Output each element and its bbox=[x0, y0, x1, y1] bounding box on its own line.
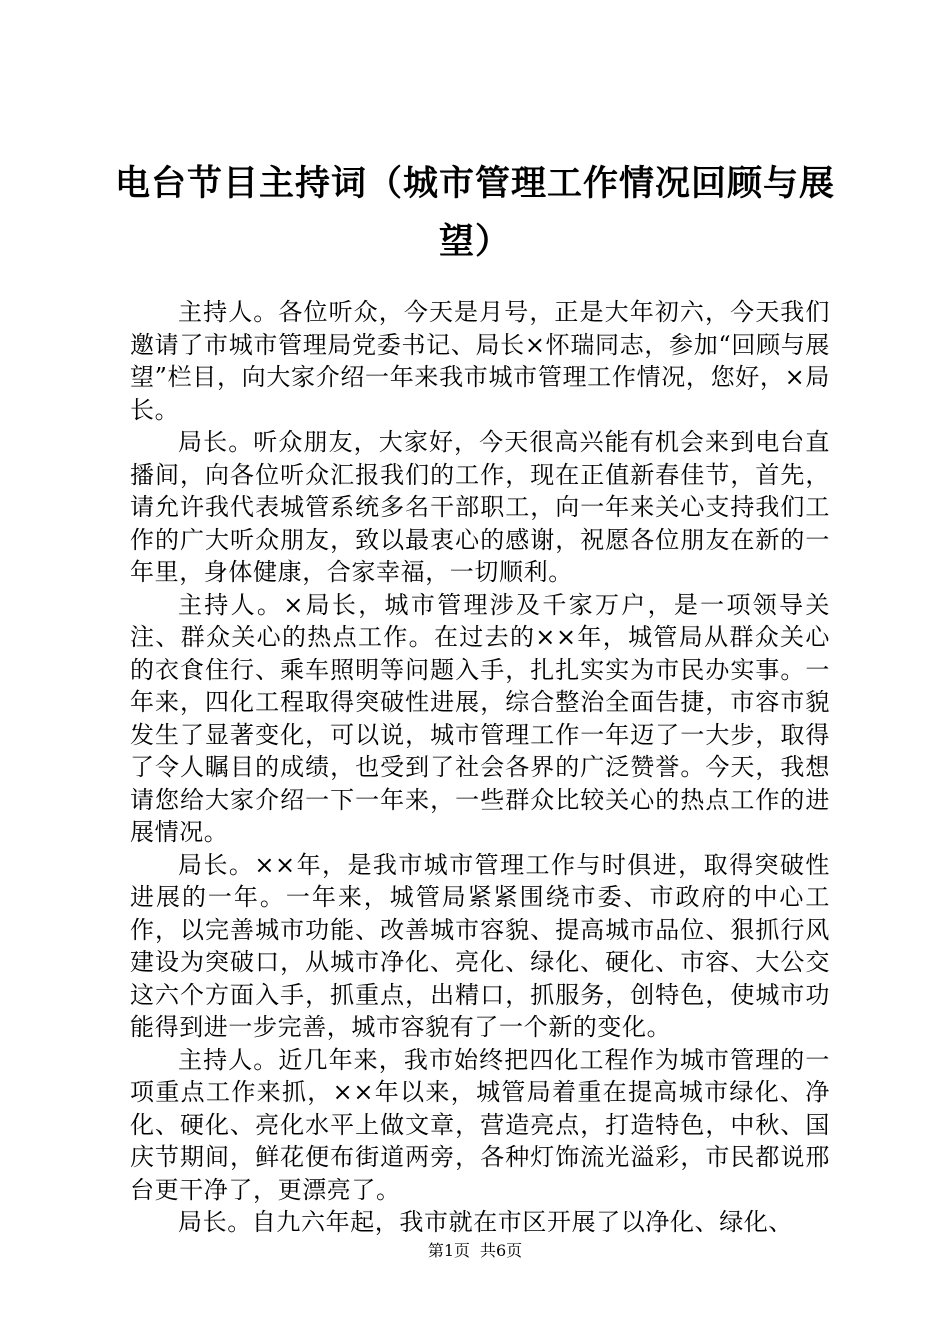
page-total: 共6页 bbox=[480, 1241, 523, 1260]
paragraph: 主持人。×局长，城市管理涉及千家万户，是一项领导关注、群众关心的热点工作。在过去的××年，城管局从群众关心的衣食住行、乘车照明等问题入手，扎扎实实为市民办实事。一年来，四化工程取得突破性进展，综合整治全面告捷，市容市貌发生了显著变化，可以说，城市管理工作一年迈了一大步，取得了令人瞩目的成绩，也受到了社会各界的广泛赞誉。今天，我想请您给大家介绍一下一年来，一些群众比较关心的热点工作的进展情况。 bbox=[130, 590, 830, 846]
paragraph: 局长。××年，是我市城市管理工作与时俱进，取得突破性进展的一年。一年来，城管局紧紧围绕市委、市政府的中心工作，以完善城市功能、改善城市容貌、提高城市品位、狠抓行风建设为突破口，从城市净化、亮化、绿化、硬化、市容、大公交这六个方面入手，抓重点，出精口，抓服务，创特色，使城市功能得到进一步完善，城市容貌有了一个新的变化。 bbox=[130, 850, 830, 1041]
page-footer bbox=[0, 1241, 950, 1261]
paragraph: 局长。听众朋友，大家好，今天很高兴能有机会来到电台直播间，向各位听众汇报我们的工作，现在正值新春佳节，首先，请允许我代表城管系统多名干部职工，向一年来关心支持我们工作的广大听众朋友，致以最衷心的感谢，祝愿各位朋友在新的一年里，身体健康，合家幸福，一切顺利。 bbox=[130, 428, 830, 586]
document-body bbox=[130, 296, 830, 1239]
paragraph: 局长。自九六年起，我市就在市区开展了以净化、绿化、 bbox=[178, 1208, 793, 1236]
page-number: 第1页 bbox=[427, 1241, 470, 1260]
paragraph: 主持人。近几年来，我市始终把四化工程作为城市管理的一项重点工作来抓，××年以来，城管局着重在提高城市绿化、净化、硬化、亮化水平上做文章，营造亮点，打造特色，中秋、国庆节期间，鲜花便布街道两旁，各种灯饰流光溢彩，市民都说邢台更干净了，更漂亮了。 bbox=[130, 1045, 830, 1204]
paragraph: 主持人。各位听众，今天是月号，正是大年初六，今天我们邀请了市城市管理局党委书记、局长×怀瑞同志，参加“回顾与展望”栏目，向大家介绍一年来我市城市管理工作情况，您好，×局长。 bbox=[130, 298, 830, 424]
document-title: 电台节目主持词（城市管理工作情况回顾与展望） bbox=[114, 164, 835, 262]
